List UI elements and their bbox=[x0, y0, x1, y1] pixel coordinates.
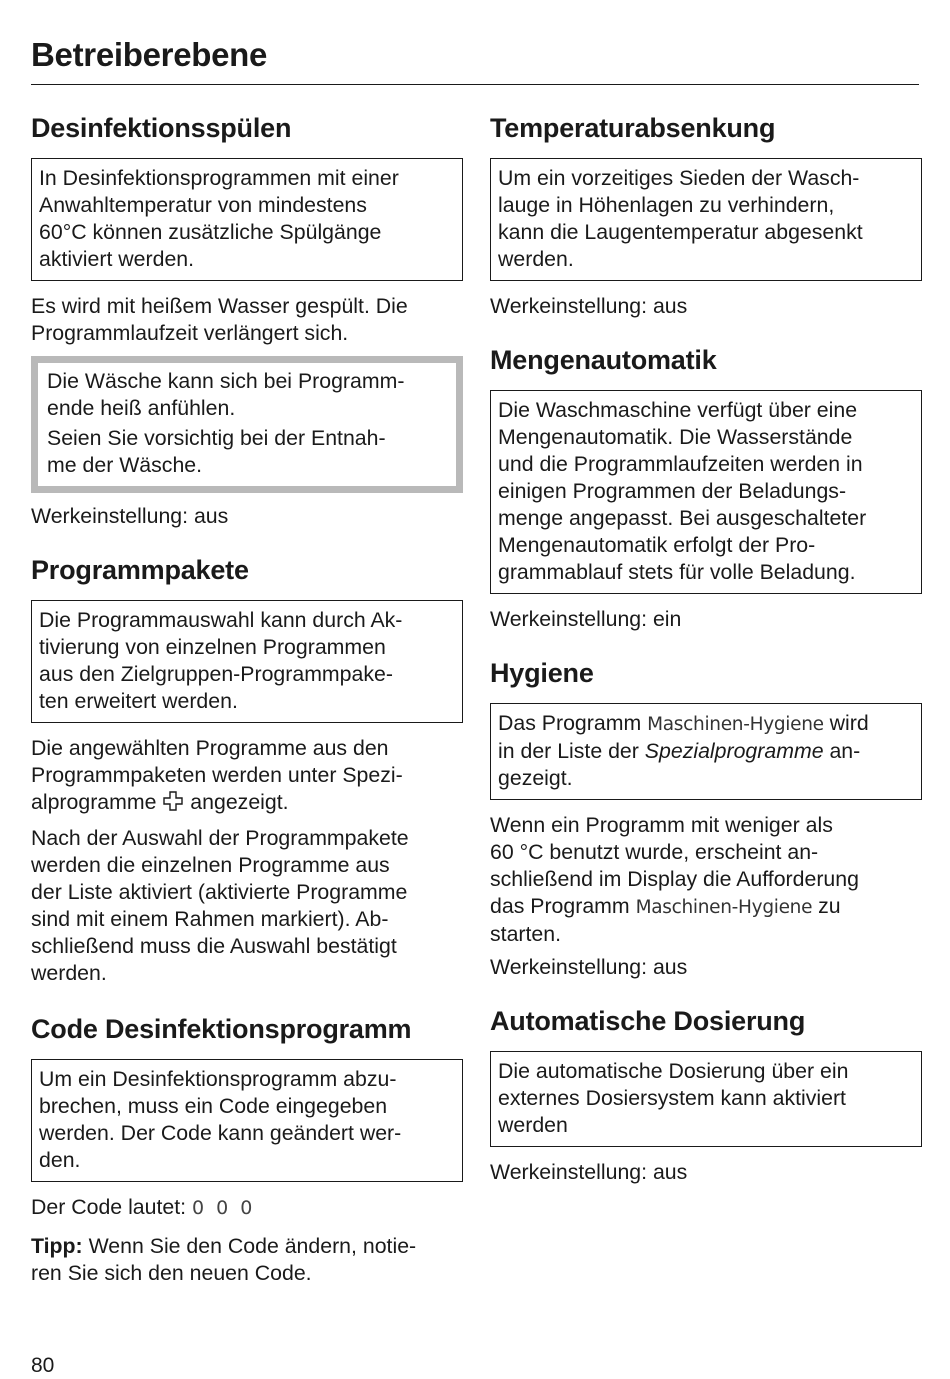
text-line: schließend im Display die Aufforderung bbox=[490, 867, 859, 891]
text-line: In Desinfektionsprogrammen mit einer bbox=[39, 166, 399, 190]
right-column bbox=[490, 108, 922, 1206]
text-line: Programmlaufzeit verlängert sich. bbox=[31, 321, 349, 345]
page-number: 80 bbox=[31, 1354, 55, 1377]
display-text: Maschinen-Hygiene bbox=[635, 897, 813, 918]
text-line: aus den Zielgruppen-Programmpake- bbox=[39, 662, 393, 686]
section-hygiene bbox=[490, 653, 922, 981]
text-line: Wenn ein Programm mit weniger als bbox=[490, 813, 833, 837]
text-line: Die Waschmaschine verfügt über eine bbox=[498, 398, 858, 422]
text-line: tivierung von einzelnen Programmen bbox=[39, 635, 386, 659]
text-fragment: angezeigt. bbox=[184, 790, 289, 814]
text-line: werden. bbox=[498, 247, 574, 271]
warning-text bbox=[47, 425, 447, 479]
text-line: grammablauf stets für volle Beladung. bbox=[498, 560, 856, 584]
text-line: me der Wäsche. bbox=[47, 453, 203, 477]
text-line bbox=[490, 893, 922, 921]
code-value: 0 0 0 bbox=[192, 1197, 256, 1219]
factory-setting: Werkeinstellung: ein bbox=[490, 607, 682, 631]
text-fragment: zu bbox=[812, 894, 841, 918]
text-line: Seien Sie vorsichtig bei der Entnah- bbox=[47, 426, 386, 450]
text-line: 60 °C benutzt wurde, erscheint an- bbox=[490, 840, 819, 864]
section-mengenautomatik bbox=[490, 340, 922, 633]
text-line: werden. Der Code kann geändert wer- bbox=[39, 1121, 402, 1145]
factory-setting: Werkeinstellung: aus bbox=[490, 1160, 688, 1184]
section-heading: Hygiene bbox=[490, 658, 594, 688]
info-box bbox=[31, 1059, 463, 1182]
info-box bbox=[490, 703, 922, 800]
text-line: kann die Laugentemperatur abgesenkt bbox=[498, 220, 863, 244]
text-line: Um ein vorzeitiges Sieden der Wasch- bbox=[498, 166, 860, 190]
factory-setting: Werkeinstellung: aus bbox=[31, 504, 229, 528]
text-line: brechen, muss ein Code eingegeben bbox=[39, 1094, 388, 1118]
section-code-desinfektionsprogramm bbox=[31, 1009, 463, 1287]
text-line: starten. bbox=[490, 922, 562, 946]
body-paragraph bbox=[31, 735, 463, 816]
tip-label: Tipp: bbox=[31, 1234, 83, 1258]
text-line bbox=[31, 789, 463, 816]
page-title: Betreiberebene bbox=[31, 36, 268, 73]
text-fragment: das Programm bbox=[490, 894, 636, 918]
text-line: schließend muss die Auswahl bestätigt bbox=[31, 934, 397, 958]
section-heading: Temperaturabsenkung bbox=[490, 113, 776, 143]
text-line: den. bbox=[39, 1148, 81, 1172]
text-line: gezeigt. bbox=[498, 766, 573, 790]
info-box bbox=[490, 1051, 922, 1147]
text-line: Die Wäsche kann sich bei Programm- bbox=[47, 369, 405, 393]
section-heading: Automatische Dosierung bbox=[490, 1006, 806, 1036]
text-fragment: Wenn Sie den Code ändern, notie- bbox=[82, 1234, 417, 1258]
code-line bbox=[31, 1194, 463, 1222]
text-line: Mengenautomatik. Die Wasserstände bbox=[498, 425, 853, 449]
text-line: einigen Programmen der Beladungs- bbox=[498, 479, 847, 503]
text-line: werden. bbox=[31, 961, 107, 985]
section-heading: Desinfektionsspülen bbox=[31, 113, 292, 143]
section-desinfektionsspuelen bbox=[31, 108, 463, 530]
info-box bbox=[31, 158, 463, 281]
info-box bbox=[490, 158, 922, 281]
text-fragment: Das Programm bbox=[498, 711, 648, 735]
text-line: Die automatische Dosierung über ein bbox=[498, 1059, 849, 1083]
text-line bbox=[498, 738, 914, 765]
text-line: ten erweitert werden. bbox=[39, 689, 238, 713]
body-paragraph bbox=[31, 825, 463, 987]
info-box bbox=[490, 390, 922, 594]
info-box bbox=[31, 600, 463, 723]
text-line: ende heiß anfühlen. bbox=[47, 396, 236, 420]
text-line: 60°C können zusätzliche Spülgänge bbox=[39, 220, 382, 244]
section-heading: Mengenautomatik bbox=[490, 345, 717, 375]
section-temperaturabsenkung bbox=[490, 108, 922, 320]
text-line: und die Programmlaufzeiten werden in bbox=[498, 452, 863, 476]
factory-setting: Werkeinstellung: aus bbox=[490, 294, 688, 318]
text-line: Nach der Auswahl der Programmpakete bbox=[31, 826, 409, 850]
text-line: aktiviert werden. bbox=[39, 247, 195, 271]
text-line: Mengenautomatik erfolgt der Pro- bbox=[498, 533, 816, 557]
section-heading: Programmpakete bbox=[31, 555, 249, 585]
left-column bbox=[31, 108, 463, 1296]
section-programmpakete bbox=[31, 550, 463, 987]
text-fragment: an- bbox=[823, 739, 861, 763]
text-line: menge angepasst. Bei ausgeschalteter bbox=[498, 506, 867, 530]
text-line: der Liste aktiviert (aktivierte Programme bbox=[31, 880, 408, 904]
warning-box bbox=[31, 356, 463, 493]
factory-setting: Werkeinstellung: aus bbox=[490, 955, 688, 979]
body-paragraph bbox=[31, 293, 463, 347]
text-line: Anwahltemperatur von mindestens bbox=[39, 193, 367, 217]
text-line: Es wird mit heißem Wasser gespült. Die bbox=[31, 294, 408, 318]
text-fragment: in der Liste der bbox=[498, 739, 645, 763]
emphasis-text: Spezialprogramme bbox=[644, 739, 824, 763]
text-line: lauge in Höhenlagen zu verhindern, bbox=[498, 193, 835, 217]
text-line: Die Programmauswahl kann durch Ak- bbox=[39, 608, 403, 632]
text-fragment: alprogramme bbox=[31, 790, 157, 814]
title-divider bbox=[31, 84, 919, 85]
text-line: ren Sie sich den neuen Code. bbox=[31, 1261, 312, 1285]
text-line: sind mit einem Rahmen markiert). Ab- bbox=[31, 907, 389, 931]
text-line bbox=[31, 1233, 463, 1260]
text-line: werden die einzelnen Programme aus bbox=[31, 853, 390, 877]
text-line: externes Dosiersystem kann aktiviert bbox=[498, 1086, 846, 1110]
display-text: Maschinen-Hygiene bbox=[647, 714, 824, 735]
plus-outline-icon bbox=[162, 790, 184, 812]
text-line bbox=[498, 710, 914, 738]
code-label: Der Code lautet: bbox=[31, 1195, 187, 1219]
section-heading: Code Desinfektionsprogramm bbox=[31, 1014, 412, 1044]
text-line: Programmpaketen werden unter Spezi- bbox=[31, 763, 403, 787]
warning-text bbox=[47, 368, 447, 422]
body-paragraph bbox=[490, 812, 922, 948]
text-line: Die angewählten Programme aus den bbox=[31, 736, 389, 760]
tip-paragraph bbox=[31, 1233, 463, 1287]
text-line: Um ein Desinfektionsprogramm abzu- bbox=[39, 1067, 397, 1091]
text-line: werden bbox=[498, 1113, 568, 1137]
text-fragment: wird bbox=[823, 711, 869, 735]
section-automatische-dosierung bbox=[490, 1001, 922, 1186]
